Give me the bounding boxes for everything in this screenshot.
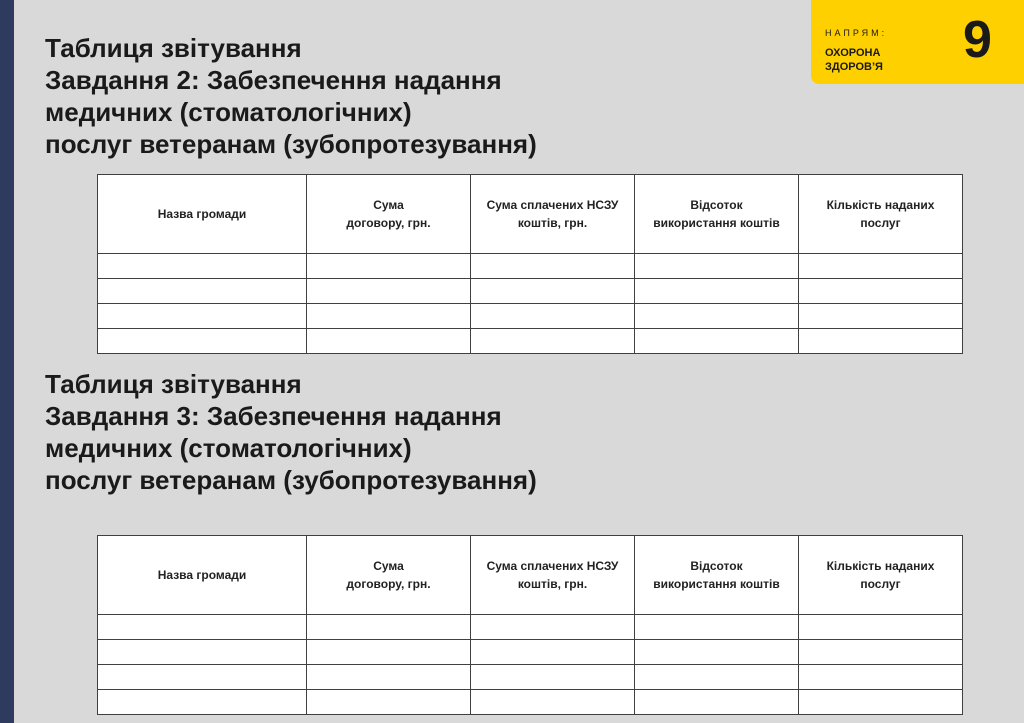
table-cell[interactable] — [471, 690, 635, 715]
table-cell[interactable] — [799, 329, 963, 354]
title-line: послуг ветеранам (зубопротезування) — [45, 465, 537, 495]
table-cell[interactable] — [799, 640, 963, 665]
table-cell[interactable] — [799, 304, 963, 329]
table-cell[interactable] — [471, 329, 635, 354]
table-cell[interactable] — [307, 279, 471, 304]
table-row — [98, 665, 963, 690]
direction-badge — [811, 0, 1024, 84]
table-row — [98, 304, 963, 329]
header-contract-sum: Сума договору, грн. — [307, 536, 471, 615]
badge-name-line: ОХОРОНА — [825, 47, 881, 59]
title-line: послуг ветеранам (зубопротезування) — [45, 129, 537, 159]
table-cell[interactable] — [799, 254, 963, 279]
header-contract-sum: Сума договору, грн. — [307, 175, 471, 254]
table-cell[interactable] — [307, 665, 471, 690]
header-nszu-paid-sum: Сума сплачених НСЗУ коштів, грн. — [471, 536, 635, 615]
table-row — [98, 329, 963, 354]
table-cell[interactable] — [98, 665, 307, 690]
table-cell[interactable] — [471, 615, 635, 640]
table-cell[interactable] — [635, 254, 799, 279]
table-cell[interactable] — [635, 279, 799, 304]
left-accent-bar — [0, 0, 14, 723]
title-line: медичних (стоматологічних) — [45, 433, 412, 463]
table-cell[interactable] — [98, 304, 307, 329]
table-cell[interactable] — [635, 640, 799, 665]
badge-label: НАПРЯМ: — [825, 28, 888, 38]
table-row — [98, 615, 963, 640]
table-row — [98, 640, 963, 665]
header-services-count: Кількість наданих послуг — [799, 175, 963, 254]
table-cell[interactable] — [98, 615, 307, 640]
table-cell[interactable] — [307, 690, 471, 715]
table-row — [98, 254, 963, 279]
table-cell[interactable] — [307, 615, 471, 640]
table-header-row — [98, 175, 963, 254]
header-community-name: Назва громади — [98, 536, 307, 615]
badge-name-line: ЗДОРОВ’Я — [825, 61, 883, 73]
report-table-task-3 — [97, 535, 963, 715]
table-cell[interactable] — [471, 279, 635, 304]
table-cell[interactable] — [635, 329, 799, 354]
section-2-title — [45, 368, 745, 496]
table-cell[interactable] — [635, 665, 799, 690]
table-row — [98, 279, 963, 304]
table-cell[interactable] — [471, 640, 635, 665]
table-cell[interactable] — [471, 665, 635, 690]
table-row — [98, 690, 963, 715]
table-cell[interactable] — [307, 254, 471, 279]
table-cell[interactable] — [799, 615, 963, 640]
title-line: Таблиця звітування — [45, 369, 302, 399]
table-cell[interactable] — [635, 615, 799, 640]
table-cell[interactable] — [307, 640, 471, 665]
table-cell[interactable] — [471, 304, 635, 329]
table-cell[interactable] — [98, 329, 307, 354]
title-line: Таблиця звітування — [45, 33, 302, 63]
table-cell[interactable] — [98, 254, 307, 279]
header-community-name: Назва громади — [98, 175, 307, 254]
header-nszu-paid-sum: Сума сплачених НСЗУ коштів, грн. — [471, 175, 635, 254]
report-table-task-2 — [97, 174, 963, 354]
table-cell[interactable] — [471, 254, 635, 279]
table-cell[interactable] — [98, 640, 307, 665]
badge-direction-name — [825, 46, 925, 74]
title-line: Завдання 3: Забезпечення надання — [45, 401, 502, 431]
title-line: медичних (стоматологічних) — [45, 97, 412, 127]
table-cell[interactable] — [635, 690, 799, 715]
table-cell[interactable] — [799, 279, 963, 304]
table-cell[interactable] — [98, 690, 307, 715]
header-services-count: Кількість наданих послуг — [799, 536, 963, 615]
title-line: Завдання 2: Забезпечення надання — [45, 65, 502, 95]
table-cell[interactable] — [98, 279, 307, 304]
header-usage-percent: Відсоток використання коштів — [635, 536, 799, 615]
table-cell[interactable] — [307, 329, 471, 354]
section-1-title — [45, 32, 745, 160]
table-cell[interactable] — [635, 304, 799, 329]
badge-number: 9 — [963, 11, 992, 69]
table-cell[interactable] — [307, 304, 471, 329]
table-cell[interactable] — [799, 690, 963, 715]
table-cell[interactable] — [799, 665, 963, 690]
header-usage-percent: Відсоток використання коштів — [635, 175, 799, 254]
table-header-row — [98, 536, 963, 615]
